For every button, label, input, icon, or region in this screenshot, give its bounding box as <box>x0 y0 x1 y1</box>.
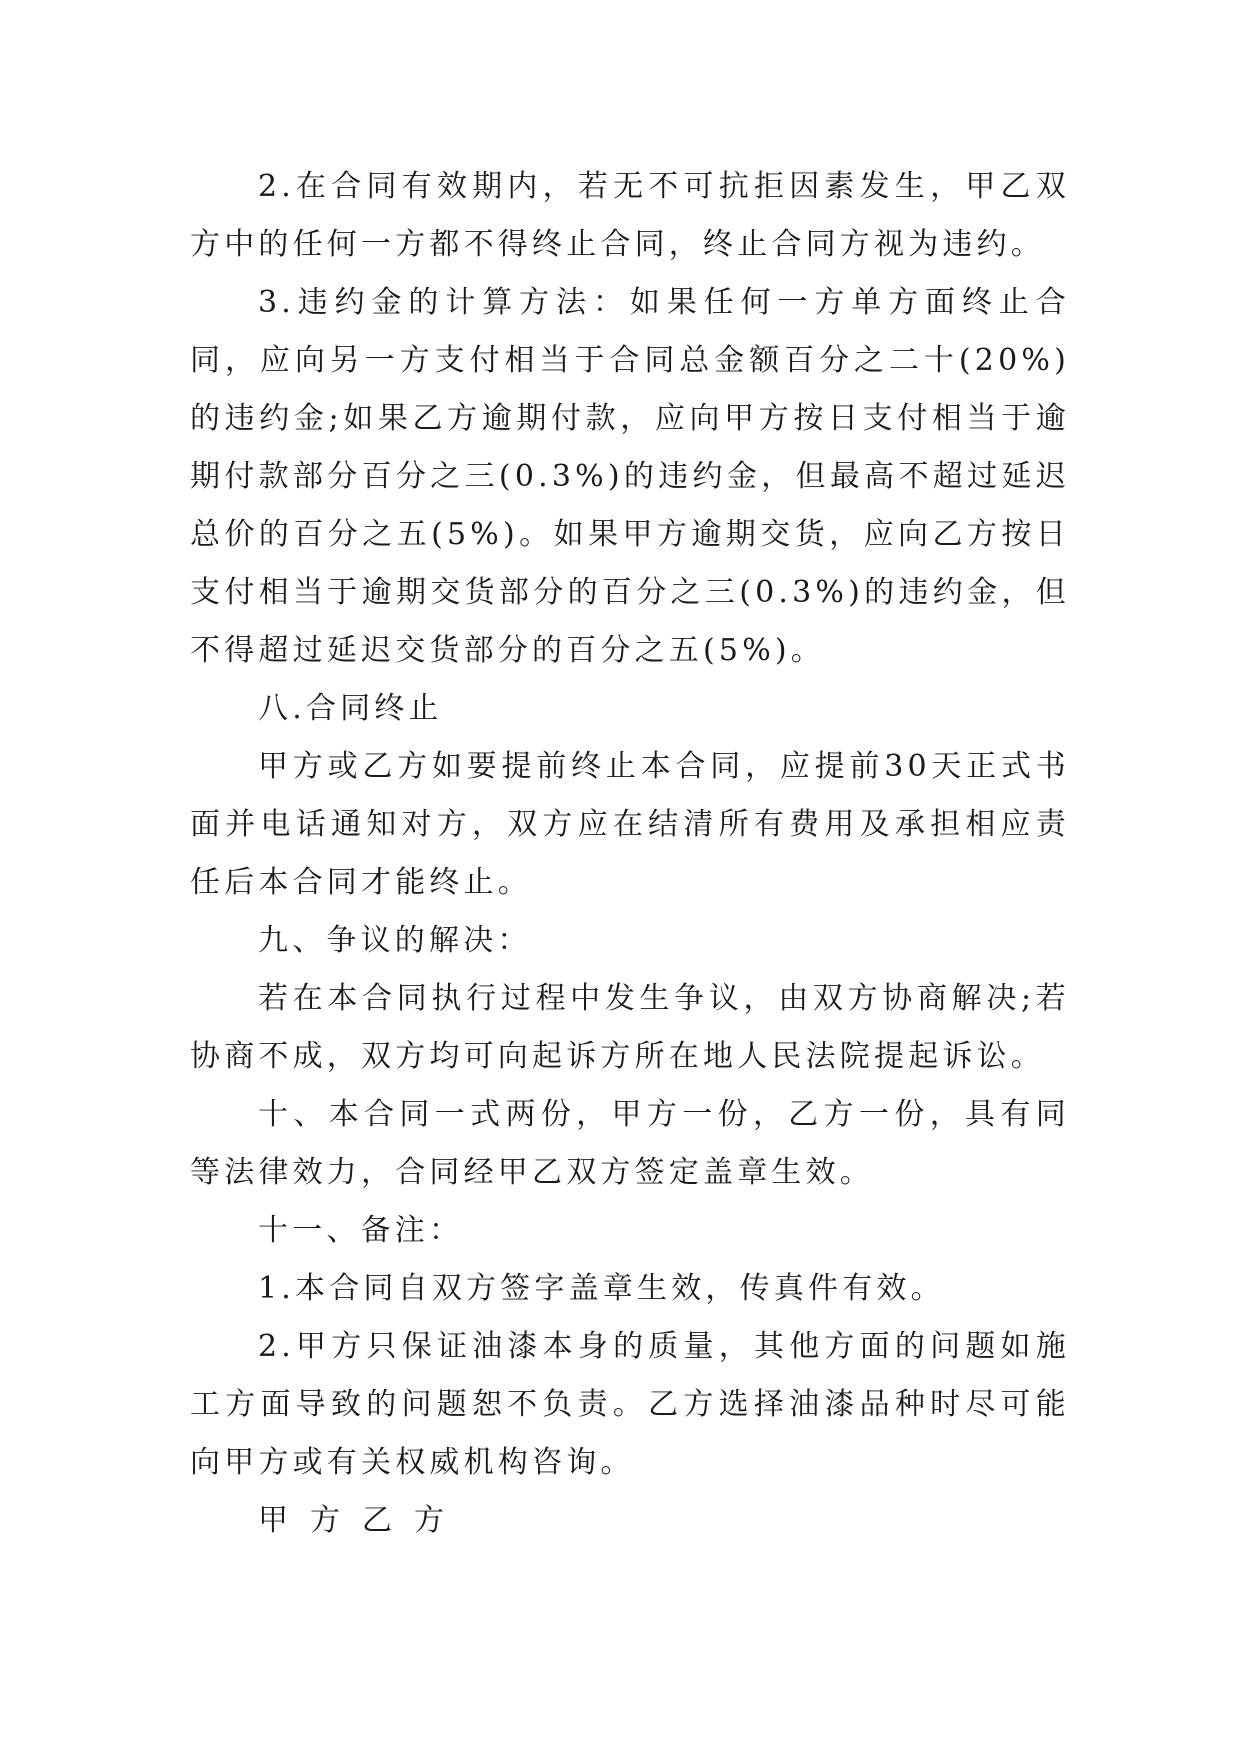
clause-2-termination-restriction: 2.在合同有效期内，若无不可抗拒因素发生，甲乙双方中的任何一方都不得终止合同，终止合同方视为违约。 <box>190 169 1070 262</box>
signature-line: 甲方乙方 <box>258 1503 466 1538</box>
section-11-heading: 十一、备注： <box>258 1213 464 1248</box>
section-8-heading: 八.合同终止 <box>258 691 443 726</box>
remark-2: 2.甲方只保证油漆本身的质量，其他方面的问题如施工方面导致的问题恕不负责。乙方选择油漆品种时尽可能向甲方或有关权威机构咨询。 <box>190 1329 1070 1480</box>
clause-3-penalty-calculation: 3.违约金的计算方法：如果任何一方单方面终止合同，应向另一方支付相当于合同总金额百分之二十(20%)的违约金;如果乙方逾期付款，应向甲方按日支付相当于逾期付款部分百分之三(0.3%)的违约金，但最高不超过延迟总价的百分之五(5%)。如果甲方逾期交货，应向乙方按日支付相当于逾期交货部分的百分之三(0.3%)的违约金，但不得超过延迟交货部分的百分之五(5%)。 <box>190 285 1070 668</box>
section-8-body: 甲方或乙方如要提前终止本合同，应提前30天正式书面并电话通知对方，双方应在结清所有费用及承担相应责任后本合同才能终止。 <box>190 749 1070 900</box>
section-9-heading: 九、争议的解决： <box>258 923 532 958</box>
document-page <box>190 158 1070 1550</box>
section-10-body: 十、本合同一式两份，甲方一份，乙方一份，具有同等法律效力，合同经甲乙双方签定盖章生效。 <box>190 1097 1070 1190</box>
remark-1: 1.本合同自双方签字盖章生效，传真件有效。 <box>258 1271 945 1306</box>
section-9-body: 若在本合同执行过程中发生争议，由双方协商解决;若协商不成，双方均可向起诉方所在地人民法院提起诉讼。 <box>190 981 1070 1074</box>
